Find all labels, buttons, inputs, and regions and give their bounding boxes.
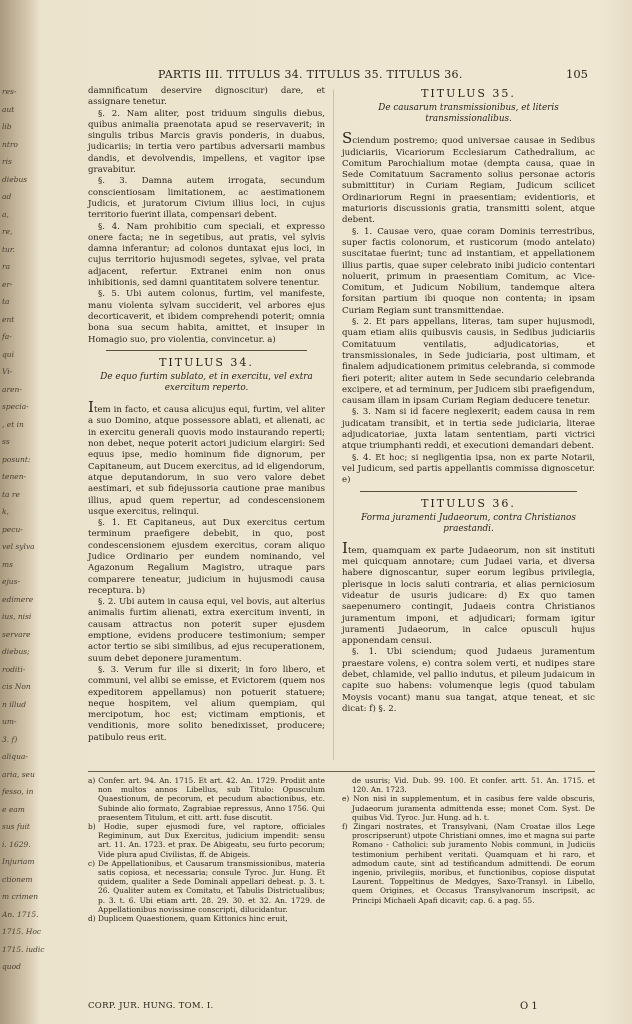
gutter-fragment: Injuriam <box>2 857 35 866</box>
footer-signature: O 1 <box>520 1001 538 1012</box>
gutter-fragment: , et in <box>2 419 24 429</box>
footer-volume: CORP. JUR. HUNG. TOM. I. <box>88 1001 214 1011</box>
gutter-fragment: res- <box>2 87 17 96</box>
gutter-fragment: 1715. Hoc <box>2 927 42 936</box>
section-rule <box>360 491 577 492</box>
footnotes-right <box>342 776 595 905</box>
gutter-fragment: a, <box>2 209 9 219</box>
gutter-fragment: ctionem <box>2 874 33 884</box>
section-rule <box>106 350 307 351</box>
footnotes-left <box>88 776 325 923</box>
gutter-fragment: fesso, in <box>2 787 34 796</box>
titulus-heading: TITULUS 36. <box>421 496 516 510</box>
titulus-rubric: De equo furtim sublato, et in exercitu, vel extra exercitum reperto. <box>100 372 313 394</box>
gutter-fragment: k, <box>2 507 9 516</box>
gutter-fragment: m crimen <box>2 892 39 901</box>
gutter-fragment: ntro <box>2 139 18 149</box>
gutter-fragment: tenen- <box>2 472 27 481</box>
gutter-fragment: posunt: <box>2 454 31 464</box>
gutter-fragment: lib <box>2 122 12 131</box>
titulus-rubric: De causarum transmissionibus, et literis transmissionalibus. <box>378 103 559 125</box>
gutter-fragment: ra <box>2 262 11 271</box>
paragraph: §. 1. Et Capitaneus, aut Dux exercitus certum terminum praefigere debebit, in quo, post condescensionem ejusdem exercitus, coram aliquo Judice Ordinario per eundem nominando, vel Agazonum Regalium Magistro, utraque pars comparere teneatur, judicium in hujusmodi causa recepturа. b) <box>88 518 325 596</box>
footnote: d) Duplicem Quaestionem, quam Kittonics hinc eruit, <box>88 914 288 924</box>
paragraph: Sciendum postremo; quod universae causae in Sedibus judiciariis, Vicariorum Ecclesiarum Cathedralium, ac Comitum Parochialium motae (dempta causa, quae in Sede Comitatuum Sacramento solius personae actoris submittitur) in Curiam Regiam, Judicum scilicet Ordinariorum Regni in praesentiam; evidentioris, et maturioris discussionis gratia, transmitti solent, atque debent. <box>342 129 595 226</box>
paragraph: §. 2. Ubi autem in causa equi, vel bovis, aut alterius animalis furtim alienati, extra exercitum inventi, in causam attractus non poterit super ejusdem emptione, evidens producere testimonium; semper actor tertio se sibi similibus, ad ejus recuperationem, suum debet deponere juramentum. <box>88 597 325 664</box>
gutter-fragment: sus fuit <box>2 822 30 831</box>
footnote: c) De Appellationibus, et Causarum transmissionibus, materia satis copiosa, et necessaria; consule Tyroc. Jur. Hung. Et quidem, qualiter a Sede Dominali appellari debeat. p. 3. t. 26. Qualiter autem ex Comitatu, et Tabulis Districtualibus; p. 3. t. 6. Ubi etiam artt. 28. 29. 30. et 32. An. 1729. de Appellationibus novissime conscripti, dilucidantur. <box>88 858 325 914</box>
gutter-fragment: ta <box>2 297 10 306</box>
gutter-fragment: diebus <box>2 174 28 184</box>
gutter-fragment: i. 1629. <box>2 839 31 849</box>
footnote: de usuris; Vid. Dub. 99. 100. Et confer. artt. 51. An. 1715. et 120. An. 1723. <box>352 776 595 795</box>
gutter-fragment: ms <box>2 559 13 569</box>
gutter-fragment: cis Non <box>2 682 31 691</box>
gutter-fragment: ejus- <box>2 577 20 586</box>
gutter-fragment: edimere <box>2 594 34 604</box>
gutter-fragment: aren- <box>2 384 22 394</box>
paragraph: damnificatum deservire dignoscitur) dare, et assignare tenetur. <box>88 86 325 108</box>
adjacent-page-gutter <box>0 0 45 1024</box>
paragraph: §. 4. Nam prohibitio cum speciali, et expresso onere facta; ne in segetibus, aut pratis, vel sylvis damna inferantur; ad colonos duntaxat ejus loci, in cujus territorio hujusmodi segetes, sylvae, vel prata adjacent, refertur. Extranei enim non onus inhibitionis, sed damni quantitatem solvere tenentur. <box>88 221 325 289</box>
paragraph: §. 2. Nam aliter, post triduum singulis diebus, quibus animalia praenotata apud se reservaverit; in singulis tribus Marcis gravis ponderis, in duabus, judicariis; in tertia vero partibus adversarii mambus dandis, et devolvendis, impellens, et vagitor ipse gravabitur. <box>88 108 325 176</box>
gutter-fragment: roditi- <box>2 664 26 674</box>
titulus-rubric: Forma juramenti Judaeorum, contra Christianos praestandi. <box>361 512 576 534</box>
running-header: PARTIS III. TITULUS 34. TITULUS 35. TITULUS 36. <box>158 68 463 81</box>
gutter-fragment: fa- <box>2 332 12 341</box>
footnote: b) Hodie, super ejusmodi fure, vel raptore, officiales Regiminum, aut Dux Exercitus, judicium impendit: sensu art. 11. An. 1723. et prax. De Abigeatu, seu furto pecorum; Vide plura apud Civilistas, ff. de Abigeis. <box>88 822 325 859</box>
titulus-heading: TITULUS 35. <box>421 87 516 100</box>
gutter-fragment: ta re <box>2 489 20 499</box>
paragraph: Item in facto, et causa alicujus equi, furtim, vel aliter a suo Domino, atque possessore ablati, et alienati, ac in exercitu generali quovis modo instaurando reperti; non debet, neque poterit actori judicium elargiri: Sed equus ipse, medio hominum fide dignorum, per Capitaneum, aut Ducem exercitus, ad id eligendorum, atque deputandorum, in suo vero valore debet aestimari, et sub fidejussoria cautione prae manibus illius, apud quem repertur, ad condescensionem usque exercitus, relinqui. <box>88 398 325 517</box>
gutter-fragment: aliqua- <box>2 752 28 761</box>
titulus-heading: TITULUS 34. <box>159 355 254 369</box>
gutter-fragment: vel sylva <box>2 542 35 551</box>
gutter-fragment: Vi- <box>2 367 13 376</box>
paragraph: Item, quamquam ex parte Judaeorum, non sit instituti mei quicquam annotare; cum Judaei varia, et diversa habere dignoscantur, super eorum legibus privilegia, plerisque in locis saluti contraria, et alias perniciosum videatur de usuris judicare: d) Ex quo tamen saepenumero contingit, Judaeis contra Christianos juramentum imponi, et adjudicari; formam igitur juramenti Judaeorum, in calce opusculi hujus apponendam censui. <box>342 538 595 647</box>
gutter-fragment: um- <box>2 717 17 726</box>
gutter-fragment: An. 1715. <box>2 909 39 919</box>
gutter-fragment: ss <box>2 437 10 446</box>
gutter-fragment: e eam <box>2 804 25 814</box>
gutter-fragment: ius, nisi <box>2 612 32 621</box>
footnote: a) Confer. art. 94. An. 1715. Et art. 42. An. 1729. Prodiit ante non multos annos Libellus, sub Titulo: Opusculum Quaestionum, de pecorum, et pecudum abactionibus, etc. Subinde alio formato, Zagrabiae repressus, Anno 1756. Qui praesentem Titulum, et citt. artt. fuse discutit. <box>88 776 325 822</box>
paragraph: §. 3. Verum fur ille si dixerit; in foro libero, et communi, vel alibi se emisse, et Evictorem (quem nos expeditorem appellamus) non potuerit statuere; neque hospitem, vel alium quempiam, qui mercipotum, hoc est; victimam emptionis, et venditionis, more solito benedixisset, producere; patibulo reus erit. <box>88 664 325 743</box>
gutter-fragment: pecu- <box>2 524 23 534</box>
footnote: f) Zingari nostrates, et Transylvani, (Nam Croatae illos Lege proscripserunt) utpote Christiani omnes, imo et magna sui parte Romano - Catholici: sub juramento Nobis communi, in Judiciis testimonium perhibent veritati. Quamquam et hi raro, et admodum caute, sint ad testificandum admittendi. De eorum ingenio, privilegiis, moribus, et functionibus, copiose disputat Laurent. Toppeltinus de Medgyes, Saxo-Transyl. in Libello, quem Origines, et Occasus Transylvanorum inscripsit, ac Principi Michaeli Apafi dicavit; cap. 6. a pag. 55. <box>342 822 595 905</box>
paragraph: §. 3. Damna autem irrogata, secundum conscientiosam limitationem, ac aestimationem Judicis, et juratorum Civium illius loci, in cujus territorio fuerint illata, compensari debent. <box>88 176 325 221</box>
gutter-fragment: 1715. iudic <box>2 944 45 954</box>
paragraph: §. 1. Ubi sciendum; quod Judaeus juramentum praestare volens, e) contra solem verti, et nudipes stare debet, chlamide, vel pallio indutus, et pileum judaicum in capite suo habens: volumenque legis (quod tabulam Moysis vocant) manu sua tangat, atque teneat, et sic dicat: f) §. 2. <box>342 647 595 714</box>
gutter-fragment: ris <box>2 157 12 166</box>
page-number: 105 <box>566 67 588 81</box>
gutter-fragment: er- <box>2 279 13 289</box>
gutter-fragment: aria, seu <box>2 769 35 779</box>
gutter-fragment: ad <box>2 192 12 201</box>
paragraph: §. 3. Nam si id facere neglexerit; eadem causa in rem judicatam transibit, et in tertia sede judiciaria, literae adjudicatoriae, juxta latam sententiam, parti victrici atque triumphanti reddi, et executioni demandari debent. <box>342 407 595 452</box>
gutter-fragment: tur. <box>2 244 15 254</box>
gutter-fragment: servare <box>2 629 31 639</box>
paragraph: §. 4. Et hoc; si negligentia ipsa, non ex parte Notarii, vel Judicum, sed partis appellantis commissa dignoscetur. e) <box>342 452 595 486</box>
gutter-fragment: aut <box>2 104 15 114</box>
paragraph: §. 2. Et pars appellans, literas, tam super hujusmodi, quam etiam aliis quibusvis causis, in Sedibus judiciariis Comitatuum ventilatis, adjudicatorias, et transmissionales, in Sede judiciaria, post ultimam, et finalem adjudicationem primitus celebranda, si commode fieri poterit; aliter autem in Sede secundario celebranda excipere, et ad terminum, per Judicem sibi praefigendum, causam illam in ipsam Curiam Regiam deducere tenetur. <box>342 317 595 407</box>
gutter-fragment: diebus; <box>2 647 30 656</box>
gutter-fragment: specia- <box>2 402 29 411</box>
footnote: e) Non nisi in supplementum, et in casibus fere valde obscuris, Judaeorum juramenta admittenda esse; monet Com. Syst. De quibus Vid. Tyroc. Jur. Hung. ad h. t. <box>342 794 595 822</box>
gutter-fragment: quod <box>2 962 21 971</box>
gutter-fragment: qui <box>2 349 15 359</box>
gutter-fragment: re, <box>2 227 13 236</box>
right-column <box>342 86 595 715</box>
paragraph: §. 1. Causae vero, quae coram Dominis terrestribus, super factis colonorum, et rusticorum (modo antelato) suscitatae fuerint; tunc ad instantiam, et appellationem illius partis, quae super celebrato inibi judicio contentari noluerit, primum in praesentiam Comitum, ac Vice-Comitum, et Judicum Nobilium, tandemque altera forsitan partium ibi quoque non contenta; in ipsam Curiam Regiam sunt transmittendae. <box>342 226 595 316</box>
paragraph: §. 5. Ubi autem colonus, furtim, vel manifeste, manu violenta sylvam succiderit, vel arbores ejus decorticaverit, et ibidem comprehendi poterit; omnia bona sua secum habita, amittet, et insuper in Homagio suo, pro violentia, convincetur. a) <box>88 289 325 345</box>
left-column <box>88 86 325 744</box>
column-divider <box>333 90 334 760</box>
footnote-rule <box>88 771 595 772</box>
gutter-fragment: ent <box>2 314 15 324</box>
gutter-fragment: n illud <box>2 699 27 709</box>
gutter-fragment: 3. f) <box>2 734 18 744</box>
